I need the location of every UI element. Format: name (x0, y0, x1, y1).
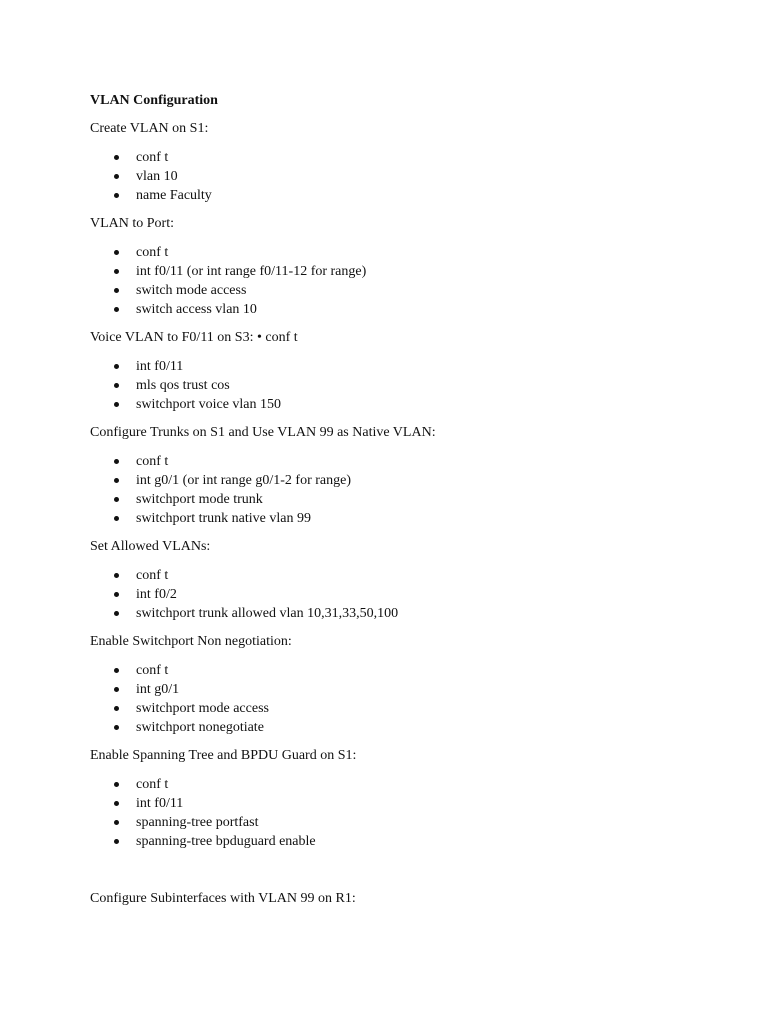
command-list (90, 452, 730, 528)
command-item: mls qos trust cos (90, 376, 730, 395)
command-item: switchport voice vlan 150 (90, 395, 730, 414)
section-heading: Create VLAN on S1: (90, 121, 209, 136)
command-item: conf t (90, 243, 730, 262)
section-heading: Enable Switchport Non negotiation: (90, 634, 292, 649)
command-item: spanning-tree bpduguard enable (90, 832, 730, 851)
command-list (90, 148, 730, 205)
command-list (90, 661, 730, 737)
command-item: conf t (90, 566, 730, 585)
section-voice-vlan (90, 328, 730, 414)
command-item: conf t (90, 775, 730, 794)
command-item: switchport trunk native vlan 99 (90, 509, 730, 528)
command-item: switchport trunk allowed vlan 10,31,33,50,100 (90, 604, 730, 623)
command-item: vlan 10 (90, 167, 730, 186)
command-item: conf t (90, 148, 730, 167)
command-item: int f0/11 (90, 357, 730, 376)
command-list (90, 243, 730, 319)
section-vlan-to-port (90, 214, 730, 319)
command-item: switchport mode trunk (90, 490, 730, 509)
command-item: int f0/11 (or int range f0/11-12 for range) (90, 262, 730, 281)
spacer (90, 860, 730, 889)
command-item: switchport mode access (90, 699, 730, 718)
section-heading: Enable Spanning Tree and BPDU Guard on S1: (90, 748, 357, 763)
command-list (90, 566, 730, 623)
section-create-vlan (90, 119, 730, 205)
section-allowed-vlans (90, 537, 730, 623)
document-title: VLAN Configuration (90, 93, 218, 108)
command-item: switchport nonegotiate (90, 718, 730, 737)
command-item: name Faculty (90, 186, 730, 205)
section-configure-trunks (90, 423, 730, 528)
section-heading: Configure Trunks on S1 and Use VLAN 99 as Native VLAN: (90, 425, 436, 440)
command-item: int f0/11 (90, 794, 730, 813)
command-item: int g0/1 (90, 680, 730, 699)
section-nonegotiate (90, 632, 730, 737)
section-heading: Configure Subinterfaces with VLAN 99 on R1: (90, 891, 356, 906)
command-item: conf t (90, 452, 730, 471)
section-heading: Voice VLAN to F0/11 on S3: • conf t (90, 330, 298, 345)
section-heading: Set Allowed VLANs: (90, 539, 211, 554)
section-subinterfaces (90, 889, 730, 908)
command-item: switch access vlan 10 (90, 300, 730, 319)
command-item: int f0/2 (90, 585, 730, 604)
section-heading: VLAN to Port: (90, 216, 174, 231)
command-item: conf t (90, 661, 730, 680)
section-spanning-tree (90, 746, 730, 851)
command-item: int g0/1 (or int range g0/1-2 for range) (90, 471, 730, 490)
document-page (90, 91, 730, 908)
command-list (90, 357, 730, 414)
command-item: switch mode access (90, 281, 730, 300)
command-item: spanning-tree portfast (90, 813, 730, 832)
command-list (90, 775, 730, 851)
